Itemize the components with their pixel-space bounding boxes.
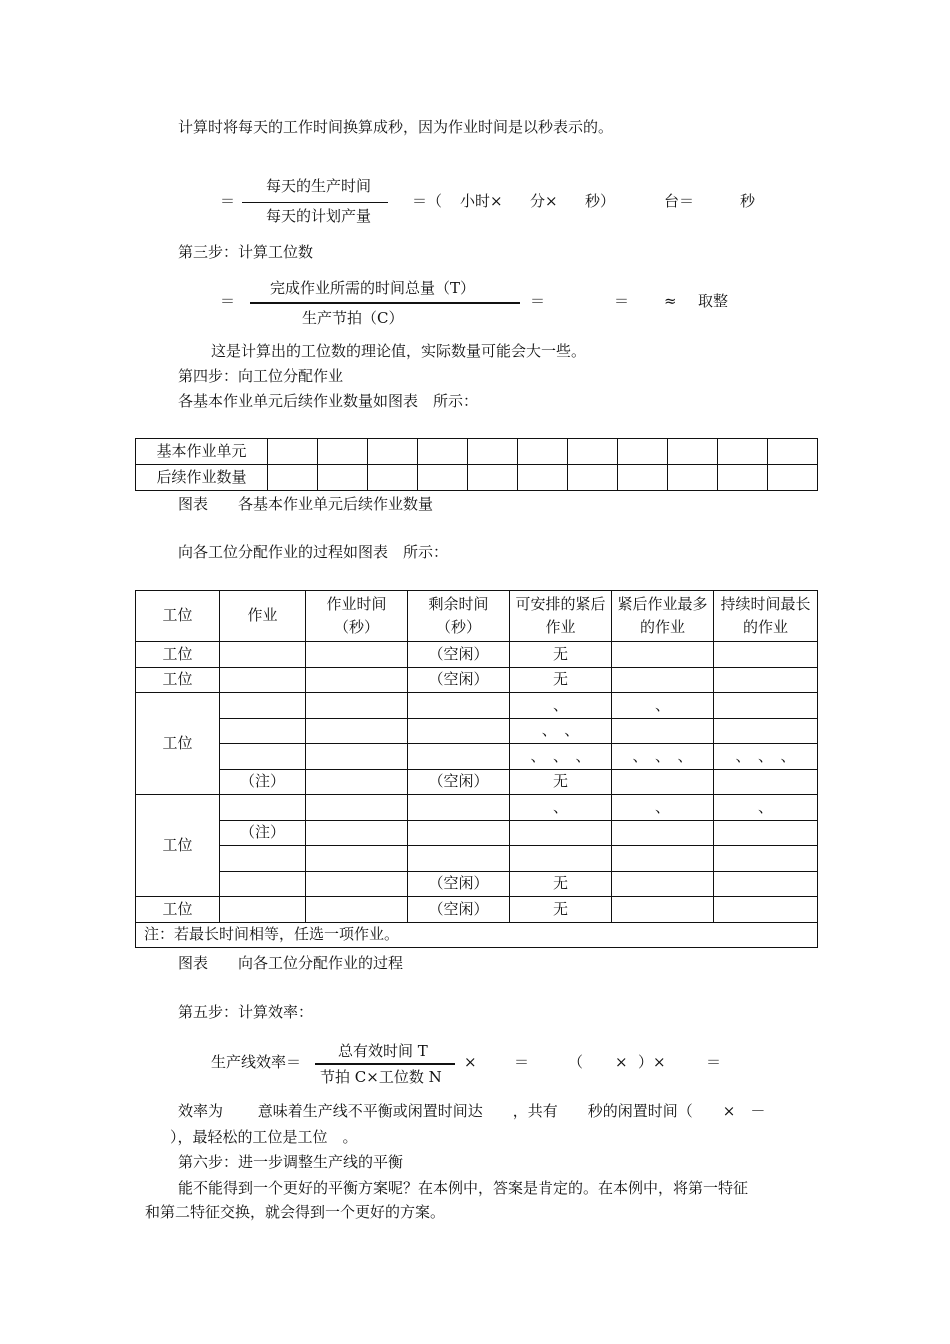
longest-cell: 、 [714, 795, 818, 821]
feasible-cell: 、 、 、 [510, 744, 612, 770]
final-paragraph-line2: 和第二特征交换，就会得到一个更好的方案。 [145, 1203, 446, 1221]
formula-numerator: 每天的生产时间 [266, 177, 372, 195]
table2-intro: 向各工位分配作业的过程如图表 所示： [178, 543, 449, 561]
idle-cell: （空闲） [408, 897, 510, 923]
header-station: 工位 [136, 591, 220, 642]
step5-heading: 第五步：计算效率： [178, 1003, 314, 1021]
table1-intro: 各基本作业单元后续作业数量如图表 所示： [178, 392, 479, 410]
formula-second: 秒） [585, 192, 616, 210]
step4-heading: 第四步：向工位分配作业 [178, 367, 344, 385]
note-cell: （注） [220, 820, 306, 846]
formula-unit-sec: 秒 [740, 192, 756, 210]
feasible-cell: 、 [510, 795, 612, 821]
formula-times: × [464, 1053, 477, 1071]
table-row [136, 871, 818, 897]
formula-equals: ＝ [220, 292, 236, 310]
step3-heading: 第三步：计算工位数 [178, 243, 314, 261]
station-cell: 工位 [136, 795, 220, 897]
feasible-cell: 、 、 [510, 718, 612, 744]
header-feasible: 可安排的紧后作业 [510, 591, 612, 642]
header-task: 作业 [220, 591, 306, 642]
formula-equals-2: ＝ [706, 1053, 722, 1071]
step6-heading: 第六步：进一步调整生产线的平衡 [178, 1153, 404, 1171]
table-row [136, 693, 818, 719]
formula-unit-tai: 台＝ [664, 192, 695, 210]
station-cell: 工位 [136, 642, 220, 668]
formula-paren-open: （ [568, 1053, 584, 1071]
table-row [136, 769, 818, 795]
table-row [136, 744, 818, 770]
efficiency-label: 生产线效率＝ [211, 1053, 302, 1071]
formula-denominator: 生产节拍（C） [302, 309, 404, 327]
intro-paragraph: 计算时将每天的工作时间换算成秒，因为作业时间是以秒表示的。 [178, 118, 614, 136]
table-header-row [136, 591, 818, 642]
header-most-followers: 紧后作业最多的作业 [612, 591, 714, 642]
formula-rhs-open: ＝（ [412, 192, 443, 210]
none-cell: 无 [510, 871, 612, 897]
formula-equals-2: ＝ [530, 292, 546, 310]
formula-numerator: 完成作业所需的时间总量（T） [270, 279, 476, 297]
efficiency-paragraph-line2: ），最轻松的工位是工位 。 [170, 1128, 358, 1146]
station-cell: 工位 [136, 667, 220, 693]
none-cell: 无 [510, 769, 612, 795]
table-row [136, 439, 818, 465]
most-followers-cell: 、 [612, 795, 714, 821]
formula-equals: ＝ [220, 192, 236, 210]
formula-paren-close: ）× [638, 1053, 666, 1071]
fraction-bar [242, 202, 388, 203]
none-cell: 无 [510, 642, 612, 668]
table-row [136, 465, 818, 491]
feasible-cell: 、 [510, 693, 612, 719]
formula-hour: 小时× [460, 192, 503, 210]
efficiency-paragraph-line1: 效率为 意味着生产线不平衡或闲置时间达 ，共有 秒的闲置时间（ × － [178, 1102, 766, 1120]
most-followers-cell: 、 [612, 693, 714, 719]
formula-denominator: 每天的计划产量 [266, 207, 372, 225]
idle-cell: （空闲） [408, 769, 510, 795]
header-longest: 持续时间最长的作业 [714, 591, 818, 642]
formula-equals-3: ＝ [614, 292, 630, 310]
table-row [136, 718, 818, 744]
most-followers-cell: 、 、 、 [612, 744, 714, 770]
formula-denominator: 节拍 C×工位数 N [320, 1068, 442, 1086]
theory-paragraph: 这是计算出的工位数的理论值，实际数量可能会大一些。 [211, 342, 587, 360]
idle-cell: （空闲） [408, 642, 510, 668]
fraction-bar [250, 302, 520, 304]
table-footnote-row [136, 922, 818, 948]
station-cell: 工位 [136, 897, 220, 923]
note-cell: （注） [220, 769, 306, 795]
formula-minute: 分× [530, 192, 558, 210]
station-cell: 工位 [136, 693, 220, 795]
row-label: 基本作业单元 [136, 439, 268, 465]
idle-cell: （空闲） [408, 667, 510, 693]
footnote-cell: 注：若最长时间相等，任选一项作业。 [136, 922, 818, 948]
formula-round: 取整 [698, 292, 729, 310]
formula-times-2: × [615, 1053, 628, 1071]
none-cell: 无 [510, 897, 612, 923]
formula-approx: ≈ [664, 292, 677, 310]
table-row [136, 820, 818, 846]
table1-caption: 图表 各基本作业单元后续作业数量 [178, 495, 434, 513]
header-task-time: 作业时间（秒） [306, 591, 408, 642]
followers-table [135, 438, 818, 491]
final-paragraph-line1: 能不能得到一个更好的平衡方案呢？在本例中，答案是肯定的。在本例中，将第一特征 [178, 1179, 749, 1197]
row-label: 后续作业数量 [136, 465, 268, 491]
table2-caption: 图表 向各工位分配作业的过程 [178, 954, 404, 972]
none-cell: 无 [510, 667, 612, 693]
table-row [136, 667, 818, 693]
table-row [136, 642, 818, 668]
idle-cell: （空闲） [408, 871, 510, 897]
fraction-bar [315, 1063, 455, 1065]
header-remaining: 剩余时间（秒） [408, 591, 510, 642]
formula-equals: ＝ [514, 1053, 530, 1071]
table-row [136, 897, 818, 923]
table-row [136, 795, 818, 821]
assignment-table [135, 590, 818, 948]
longest-cell: 、 、 、 [714, 744, 818, 770]
formula-numerator: 总有效时间 T [338, 1042, 428, 1060]
table-row [136, 846, 818, 872]
